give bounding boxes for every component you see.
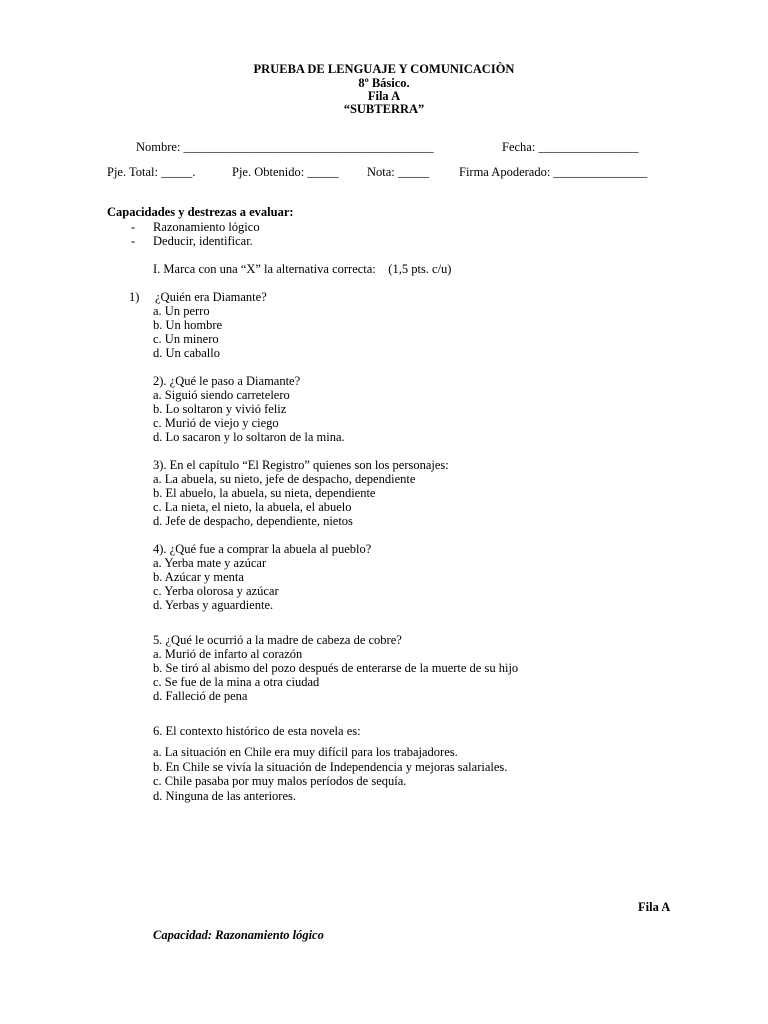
answer-option: a. La abuela, su nieto, jefe de despacho, dependiente (153, 472, 416, 486)
instruction-text: I. Marca con una “X” la alternativa correcta: (1,5 pts. c/u) (153, 262, 452, 276)
answer-option: b. El abuelo, la abuela, su nieta, dependiente (153, 486, 376, 500)
answer-option: d. Jefe de despacho, dependiente, nietos (153, 514, 353, 528)
document-row: Fila A (367, 89, 401, 103)
document-book: “SUBTERRA” (343, 102, 425, 116)
answer-option: c. La nieta, el nieto, la abuela, el abuelo (153, 500, 352, 514)
answer-option: d. Yerbas y aguardiente. (153, 598, 274, 612)
answer-option: c. Chile pasaba por muy malos períodos de sequía. (153, 774, 407, 788)
answer-option: c. Se fue de la mina a otra ciudad (153, 675, 320, 689)
question-text: 4). ¿Qué fue a comprar la abuela al pueblo? (153, 542, 372, 556)
fecha-field: Fecha: ________________ (502, 140, 639, 154)
question-number: 1) (129, 290, 140, 304)
skill-item: Deducir, identificar. (153, 234, 253, 248)
question-text: 2). ¿Qué le paso a Diamante? (153, 374, 301, 388)
question-text: 5. ¿Qué le ocurrió a la madre de cabeza de cobre? (153, 633, 402, 647)
question-text: ¿Quién era Diamante? (155, 290, 267, 304)
question-text: 3). En el capítulo “El Registro” quienes son los personajes: (153, 458, 449, 472)
answer-option: a. Yerba mate y azúcar (153, 556, 267, 570)
answer-option: d. Ninguna de las anteriores. (153, 789, 297, 803)
answer-option: d. Un caballo (153, 346, 220, 360)
answer-option: b. Azúcar y menta (153, 570, 244, 584)
answer-option: b. En Chile se vivía la situación de Independencia y mejoras salariales. (153, 760, 508, 774)
document-grade: 8º Básico. (358, 76, 410, 90)
nombre-field: Nombre: ________________________________________ (136, 140, 434, 154)
answer-option: c. Un minero (153, 332, 219, 346)
answer-option: b. Se tiró al abismo del pozo después de enterarse de la muerte de su hijo (153, 661, 519, 675)
skill-bullet: - (131, 234, 136, 248)
answer-option: c. Yerba olorosa y azúcar (153, 584, 279, 598)
answer-option: a. Siguió siendo carretelero (153, 388, 290, 402)
answer-option: b. Un hombre (153, 318, 223, 332)
answer-option: a. La situación en Chile era muy difícil para los trabajadores. (153, 745, 458, 759)
skill-bullet: - (131, 220, 136, 234)
document-title: PRUEBA DE LENGUAJE Y COMUNICACIÒN (253, 62, 515, 76)
skills-heading: Capacidades y destrezas a evaluar: (107, 205, 294, 219)
answer-option: d. Lo sacaron y lo soltaron de la mina. (153, 430, 345, 444)
answer-option: d. Falleció de pena (153, 689, 248, 703)
firma-field: Firma Apoderado: _______________ (459, 165, 648, 179)
footer-row-label: Fila A (638, 900, 671, 914)
answer-option: c. Murió de viejo y ciego (153, 416, 279, 430)
nota-field: Nota: _____ (367, 165, 430, 179)
question-text: 6. El contexto histórico de esta novela es: (153, 724, 361, 738)
skill-item: Razonamiento lógico (153, 220, 260, 234)
answer-option: a. Un perro (153, 304, 210, 318)
answer-option: b. Lo soltaron y vivió feliz (153, 402, 287, 416)
pje-obtenido-field: Pje. Obtenido: _____ (232, 165, 339, 179)
answer-option: a. Murió de infarto al corazón (153, 647, 303, 661)
footer-capacity: Capacidad: Razonamiento lógico (153, 928, 324, 942)
pje-total-field: Pje. Total: _____. (107, 165, 196, 179)
